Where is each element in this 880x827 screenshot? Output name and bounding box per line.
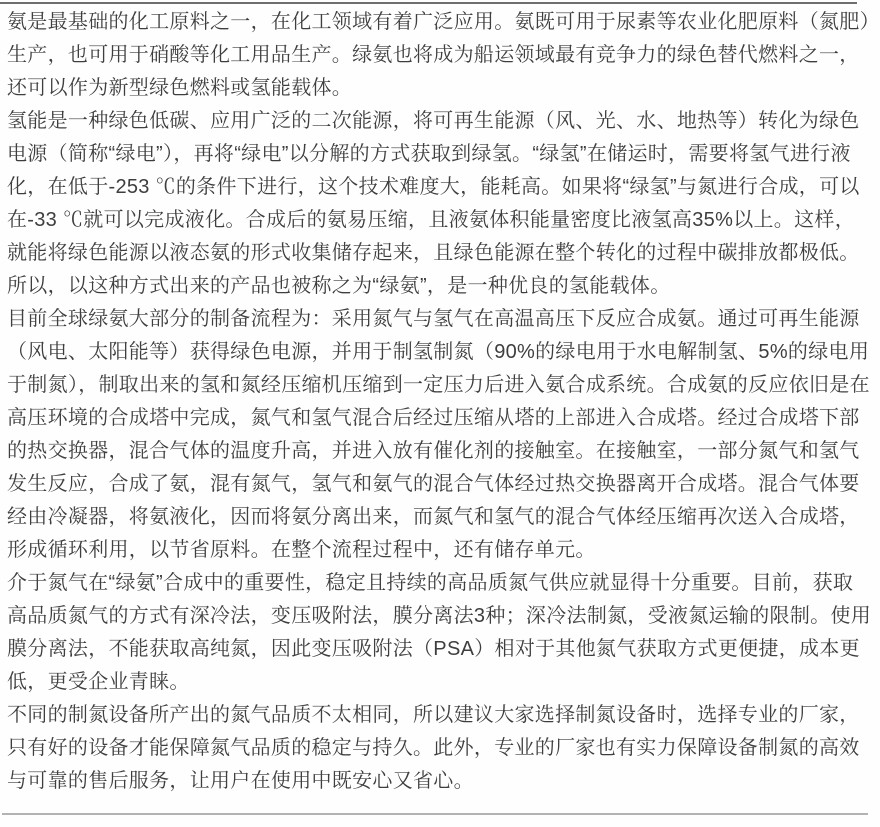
article-body	[7, 6, 872, 798]
paragraph-nitrogen-equipment-advice: 不同的制氮设备所产出的氮气品质不太相同，所以建议大家选择制氮设备时，选择专业的厂家，只有好的设备才能保障氮气品质的稳定与持久。此外，专业的厂家也有实力保障设备制氮的高效与可靠的售后服务，让用户在使用中既安心又省心。	[7, 704, 860, 792]
paragraph-hydrogen-energy: 氢能是一种绿色低碳、应用广泛的二次能源，将可再生能源（风、光、水、地热等）转化为绿色电源（简称“绿电”），再将“绿电”以分解的方式获取到绿氢。“绿氢”在储运时，需要将氢气进行液化，在低于-253 ℃的条件下进行，这个技术难度大，能耗高。如果将“绿氢”与氮进行合成，可以在-33 ℃就可以完成液化。合成后的氨易压缩，且液氨体积能量密度比液氢高35%以上。这样，就能将绿色能源以液态氨的形式收集储存起来，且绿色能源在整个转化的过程中碳排放都极低。所以，以这种方式出来的产品也被称之为“绿氨”，是一种优良的氢能载体。	[7, 110, 860, 297]
top-divider	[0, 2, 857, 4]
paragraph-ammonia-intro: 氨是最基础的化工原料之一，在化工领域有着广泛应用。氨既可用于尿素等农业化肥原料（氮肥）生产，也可用于硝酸等化工用品生产。绿氨也将成为船运领域最有竞争力的绿色替代燃料之一，还可以作为新型绿色燃料或氢能载体。	[7, 11, 870, 99]
bottom-divider	[2, 813, 868, 815]
paragraph-nitrogen-supply-methods: 介于氮气在“绿氨”合成中的重要性，稳定且持续的高品质氮气供应就显得十分重要。目前，获取高品质氮气的方式有深冷法，变压吸附法，膜分离法3种；深冷法制氮，受液氮运输的限制。使用膜分离法，不能获取高纯氮，因此变压吸附法（PSA）相对于其他氮气获取方式更便捷，成本更低，更受企业青睐。	[7, 572, 872, 693]
paragraph-green-ammonia-production-process: 目前全球绿氨大部分的制备流程为：采用氮气与氢气在高温高压下反应合成氨。通过可再生能源（风电、太阳能等）获得绿色电源，并用于制氢制氮（90%的绿电用于水电解制氢、5%的绿电用于制氮），制取出来的氢和氮经压缩机压缩到一定压力后进入氨合成系统。合成氨的反应依旧是在高压环境的合成塔中完成，氮气和氢气混合后经过压缩从塔的上部进入合成塔。经过合成塔下部的热交换器，混合气体的温度升高，并进入放有催化剂的接触室。在接触室，一部分氮气和氢气发生反应，合成了氨，混有氮气，氢气和氨气的混合气体经过热交换器离开合成塔。混合气体要经由冷凝器，将氨液化，因而将氨分离出来，而氮气和氢气的混合气体经压缩再次送入合成塔，形成循环利用，以节省原料。在整个流程过程中，还有储存单元。	[7, 308, 870, 561]
